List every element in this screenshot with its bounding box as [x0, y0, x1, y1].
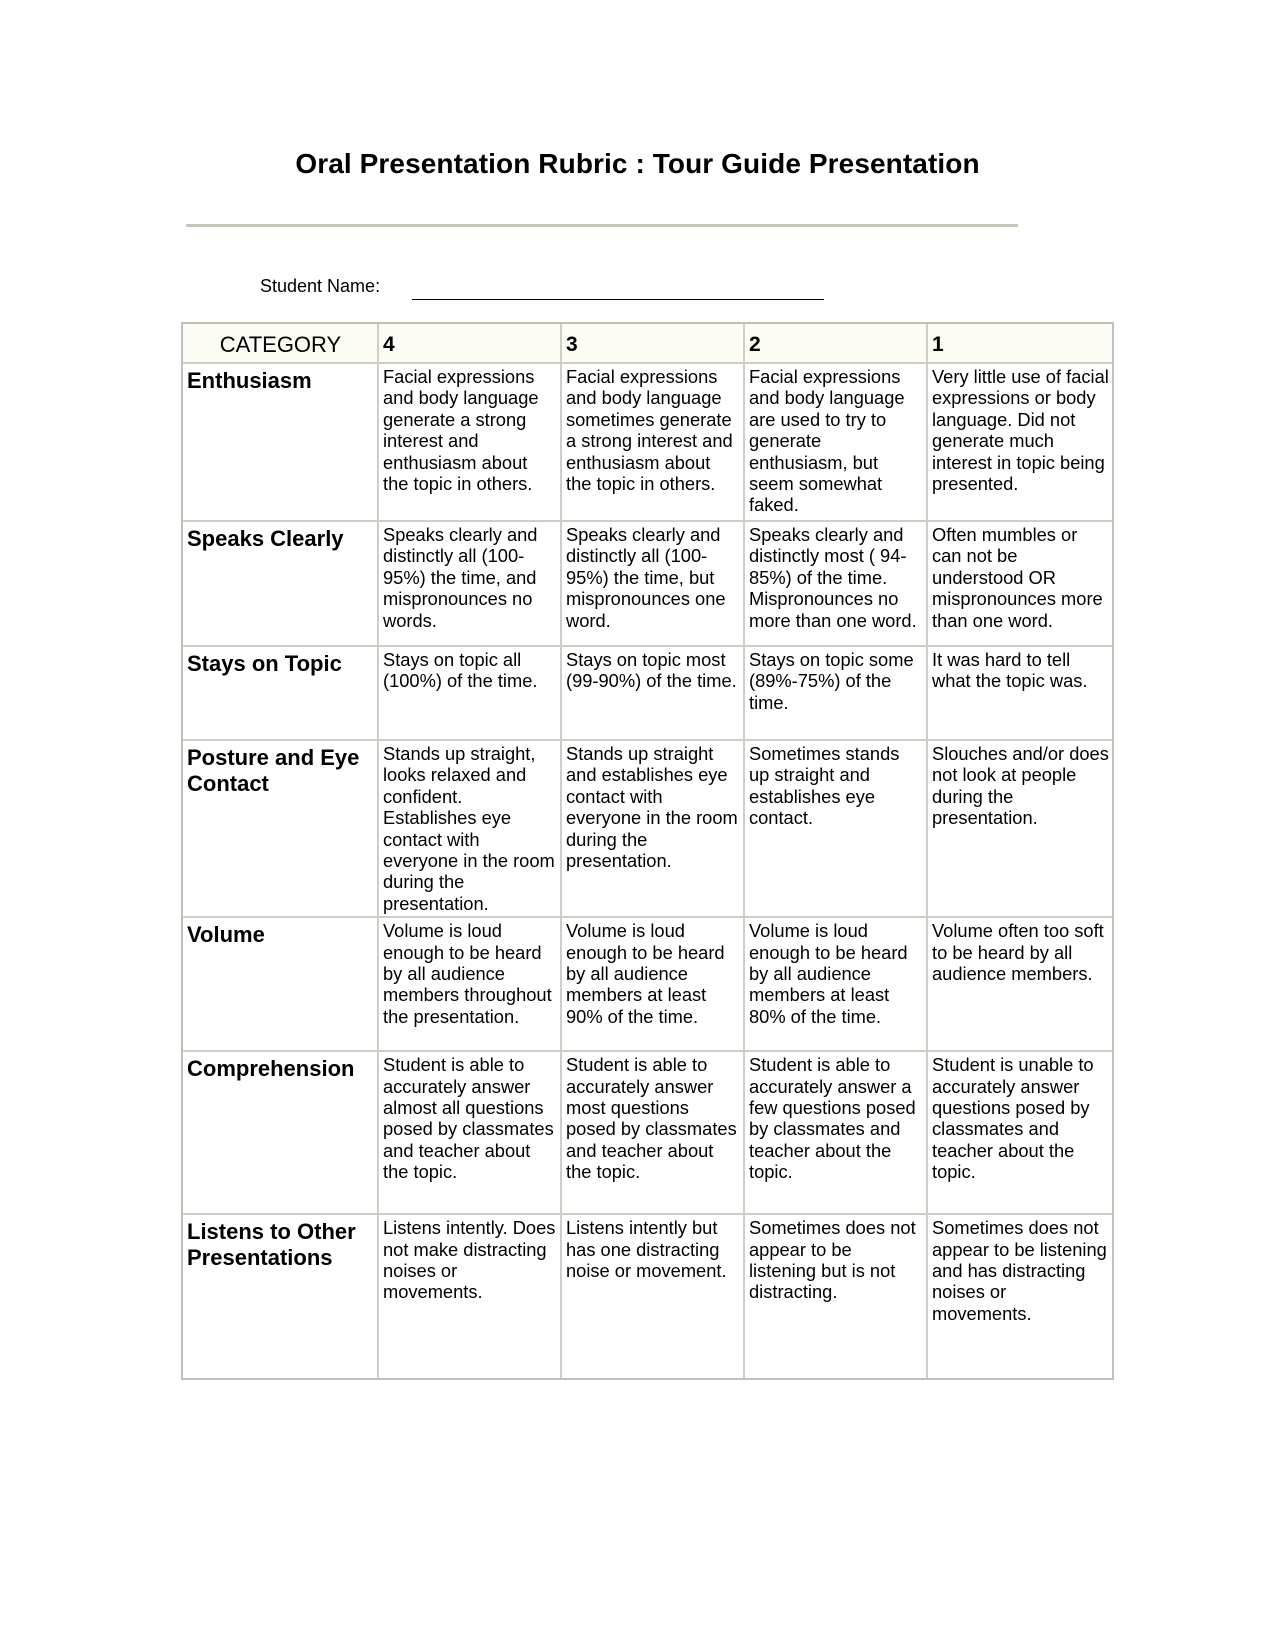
page-title: Oral Presentation Rubric : Tour Guide Presentation	[295, 148, 980, 179]
student-name-field[interactable]	[412, 299, 824, 300]
criteria-cell-3: Listens intently but has one distracting noise or movement.	[562, 1215, 745, 1378]
header-score-4: 4	[379, 324, 562, 364]
criteria-cell-4: Stays on topic all (100%) of the time.	[379, 647, 562, 741]
criteria-cell-4: Stands up straight, looks relaxed and confident. Establishes eye contact with everyone in the room during the presentation.	[379, 741, 562, 918]
criteria-cell-3: Facial expressions and body language sometimes generate a strong interest and enthusiasm about the topic in others.	[562, 364, 745, 522]
rubric-row-comprehension	[183, 1052, 1112, 1215]
criteria-cell-3: Speaks clearly and distinctly all (100-95%) the time, but mispronounces one word.	[562, 522, 745, 647]
criteria-cell-1: It was hard to tell what the topic was.	[928, 647, 1112, 741]
criteria-cell-2: Student is able to accurately answer a few questions posed by classmates and teacher about the topic.	[745, 1052, 928, 1215]
criteria-cell-3: Stays on topic most (99-90%) of the time.	[562, 647, 745, 741]
rubric-row-stays-on-topic	[183, 647, 1112, 741]
criteria-cell-2: Facial expressions and body language are used to try to generate enthusiasm, but seem somewhat faked.	[745, 364, 928, 522]
criteria-cell-1: Slouches and/or does not look at people during the presentation.	[928, 741, 1112, 918]
header-score-3: 3	[562, 324, 745, 364]
category-cell: Speaks Clearly	[183, 522, 379, 647]
criteria-cell-2: Stays on topic some (89%-75%) of the time.	[745, 647, 928, 741]
criteria-cell-4: Facial expressions and body language generate a strong interest and enthusiasm about the topic in others.	[379, 364, 562, 522]
category-cell: Enthusiasm	[183, 364, 379, 522]
criteria-cell-4: Speaks clearly and distinctly all (100-95%) the time, and mispronounces no words.	[379, 522, 562, 647]
criteria-cell-4: Listens intently. Does not make distracting noises or movements.	[379, 1215, 562, 1378]
criteria-cell-3: Student is able to accurately answer most questions posed by classmates and teacher about the topic.	[562, 1052, 745, 1215]
rubric-table	[181, 322, 1114, 1380]
category-cell: Stays on Topic	[183, 647, 379, 741]
criteria-cell-3: Stands up straight and establishes eye contact with everyone in the room during the presentation.	[562, 741, 745, 918]
header-category: CATEGORY	[183, 324, 379, 364]
criteria-cell-2: Sometimes stands up straight and establishes eye contact.	[745, 741, 928, 918]
criteria-cell-3: Volume is loud enough to be heard by all audience members at least 90% of the time.	[562, 918, 745, 1052]
header-row	[183, 324, 1112, 364]
student-name-label: Student Name:	[260, 276, 381, 296]
rubric-row-listens	[183, 1215, 1112, 1378]
rubric-row-volume	[183, 918, 1112, 1052]
criteria-cell-2: Volume is loud enough to be heard by all audience members at least 80% of the time.	[745, 918, 928, 1052]
criteria-cell-1: Often mumbles or can not be understood OR mispronounces more than one word.	[928, 522, 1112, 647]
category-cell: Listens to Other Presentations	[183, 1215, 379, 1378]
criteria-cell-2: Speaks clearly and distinctly most ( 94-85%) of the time. Mispronounces no more than one word.	[745, 522, 928, 647]
criteria-cell-4: Student is able to accurately answer almost all questions posed by classmates and teacher about the topic.	[379, 1052, 562, 1215]
criteria-cell-2: Sometimes does not appear to be listening but is not distracting.	[745, 1215, 928, 1378]
header-score-2: 2	[745, 324, 928, 364]
category-cell: Volume	[183, 918, 379, 1052]
criteria-cell-1: Volume often too soft to be heard by all audience members.	[928, 918, 1112, 1052]
criteria-cell-1: Very little use of facial expressions or body language. Did not generate much interest in topic being presented.	[928, 364, 1112, 522]
category-cell: Posture and Eye Contact	[183, 741, 379, 918]
title-divider	[186, 224, 1018, 227]
criteria-cell-1: Sometimes does not appear to be listening and has distracting noises or movements.	[932, 1217, 1107, 1324]
rubric-row-speaks-clearly	[183, 522, 1112, 647]
criteria-cell-1: Student is unable to accurately answer questions posed by classmates and teacher about the topic.	[928, 1052, 1112, 1215]
category-cell: Comprehension	[183, 1052, 379, 1215]
header-score-1: 1	[928, 324, 1112, 364]
rubric-row-enthusiasm	[183, 364, 1112, 522]
rubric-row-posture-eye-contact	[183, 741, 1112, 918]
criteria-cell-4: Volume is loud enough to be heard by all audience members throughout the presentation.	[379, 918, 562, 1052]
